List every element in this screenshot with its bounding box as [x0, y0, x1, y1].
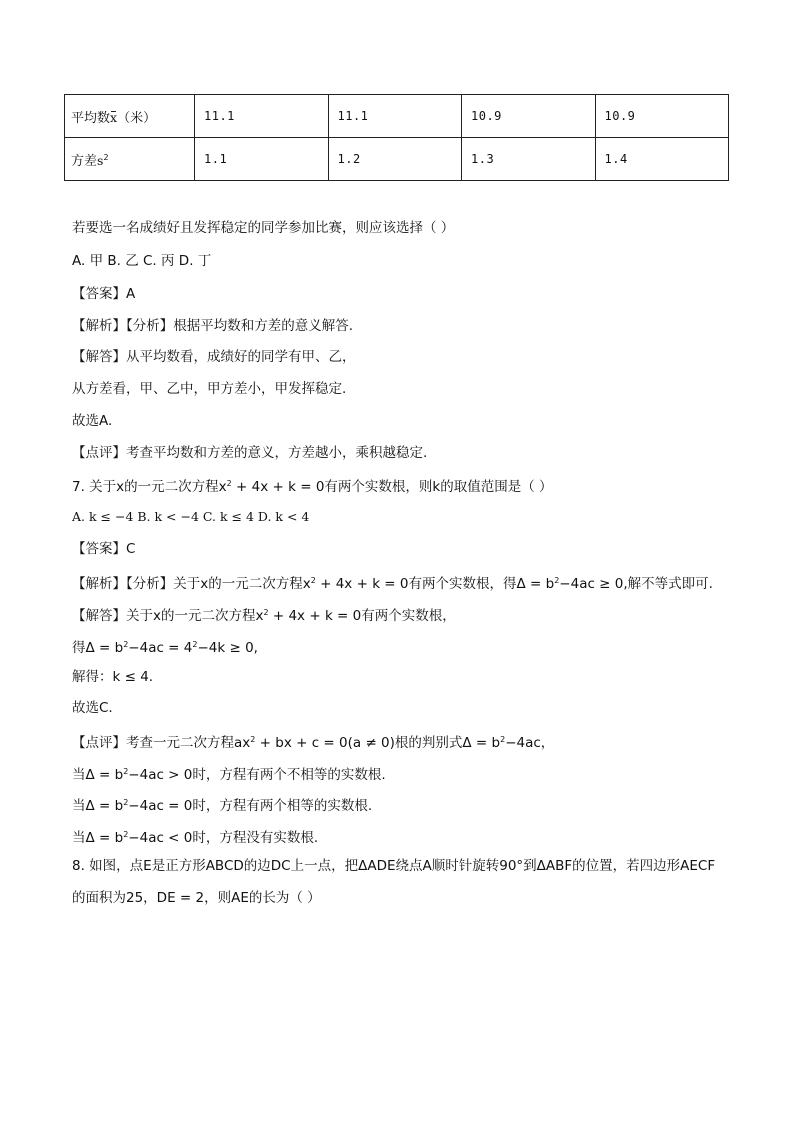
- q7-answer: 【答案】C: [72, 541, 136, 557]
- q7-sol2-a: 得Δ = b: [72, 640, 124, 656]
- q7-solution-1: [72, 603, 456, 626]
- q6-solution-2: 从方差看，甲、乙中，甲方差小，甲发挥稳定.: [72, 381, 347, 397]
- q7-comment-a: 【点评】考查一元二次方程ax: [72, 735, 251, 751]
- q6-choice: 故选A.: [72, 413, 113, 429]
- table-row-variance: [65, 138, 729, 181]
- mean-symbol: x: [110, 109, 118, 125]
- table-cell: 1.2: [328, 138, 462, 181]
- q7-analysis-a: 【解析】【分析】关于x的一元二次方程x: [72, 576, 311, 592]
- q7-comment-c: −4ac，: [505, 735, 555, 751]
- q7-sol-a: 【解答】关于x的一元二次方程x: [72, 608, 264, 624]
- table-cell: 10.9: [595, 95, 729, 138]
- q7-analysis-exp2: 2: [554, 576, 560, 585]
- table-cell: 1.1: [195, 138, 329, 181]
- q7-solution-3: 解得：k ≤ 4.: [72, 669, 154, 685]
- question-8-prompt-1: 8. 如图，点E是正方形ABCD的边DC上一点，把ΔADE绕点A顺时针旋转90°到ΔABF的位置，若四边形AECF: [72, 858, 716, 874]
- q7-sol-exp: 2: [263, 608, 269, 617]
- q6-analysis: 【解析】【分析】根据平均数和方差的意义解答.: [72, 318, 354, 334]
- q7-sol2-c: −4k ≥ 0,: [197, 640, 258, 656]
- q7-case-2: [72, 793, 372, 816]
- table-cell: 1.4: [595, 138, 729, 181]
- case2-b: −4ac = 0时，方程有两个相等的实数根.: [128, 798, 373, 814]
- case3-a: 当Δ = b: [72, 830, 124, 846]
- case3-exp: 2: [123, 830, 129, 839]
- table-cell: 1.3: [462, 138, 596, 181]
- q6-answer: 【答案】A: [72, 286, 136, 302]
- question-6-options: A. 甲 B. 乙 C. 丙 D. 丁: [72, 253, 212, 269]
- case1-exp: 2: [123, 767, 129, 776]
- q6-solution-1: 【解答】从平均数看，成绩好的同学有甲、乙，: [72, 349, 356, 365]
- q7-analysis-exp1: 2: [310, 576, 316, 585]
- case2-exp: 2: [123, 798, 129, 807]
- q6-comment: 【点评】考查平均数和方差的意义，方差越小，乘积越稳定.: [72, 445, 428, 461]
- variance-label: 方差: [71, 153, 98, 169]
- question-8-prompt-2: 的面积为25，DE = 2，则AE的长为（ ）: [72, 890, 321, 906]
- q7-case-1: [72, 762, 386, 785]
- case1-a: 当Δ = b: [72, 767, 124, 783]
- variance-header-cell: [65, 138, 195, 181]
- stats-table: [64, 94, 729, 181]
- table-row-mean: [65, 95, 729, 138]
- q7-analysis-c: −4ac ≥ 0,解不等式即可.: [559, 576, 713, 592]
- mean-header-cell: [65, 95, 195, 138]
- q7-sol2-exp1: 2: [123, 640, 129, 649]
- question-7-options: A. k ≤ −4 B. k < −4 C. k ≤ 4 D. k < 4: [72, 509, 310, 524]
- case2-a: 当Δ = b: [72, 798, 124, 814]
- q7-choice: 故选C.: [72, 700, 113, 716]
- mean-label: 平均数: [71, 110, 111, 126]
- q7-exponent: 2: [226, 479, 232, 488]
- q7-sol-b: + 4x + k = 0有两个实数根，: [268, 608, 456, 624]
- q7-text-b: + 4x + k = 0有两个实数根，则k的取值范围是（ ）: [231, 479, 553, 495]
- q7-sol2-b: −4ac = 4: [128, 640, 193, 656]
- q7-comment-exp2: 2: [500, 735, 506, 744]
- variance-exponent: 2: [103, 152, 109, 162]
- q7-comment-exp1: 2: [250, 735, 256, 744]
- table-cell: 10.9: [462, 95, 596, 138]
- question-6-prompt: 若要选一名成绩好且发挥稳定的同学参加比赛，则应该选择（ ）: [72, 220, 455, 236]
- q7-solution-2: [72, 635, 258, 658]
- q7-sol2-exp2: 2: [192, 640, 198, 649]
- table-cell: 11.1: [328, 95, 462, 138]
- variance-symbol: s: [97, 152, 104, 168]
- q7-analysis-b: + 4x + k = 0有两个实数根，得Δ = b: [315, 576, 555, 592]
- q7-analysis: [72, 571, 713, 594]
- q7-comment-b: + bx + c = 0(a ≠ 0)根的判别式Δ = b: [255, 735, 501, 751]
- case1-b: −4ac > 0时，方程有两个不相等的实数根.: [128, 767, 386, 783]
- q7-text-a: 7. 关于x的一元二次方程x: [72, 479, 227, 495]
- mean-unit: （米）: [117, 110, 157, 126]
- case3-b: −4ac < 0时，方程没有实数根.: [128, 830, 319, 846]
- question-7-prompt: [72, 474, 553, 497]
- q7-comment: [72, 730, 554, 753]
- q7-case-3: [72, 825, 318, 848]
- table-cell: 11.1: [195, 95, 329, 138]
